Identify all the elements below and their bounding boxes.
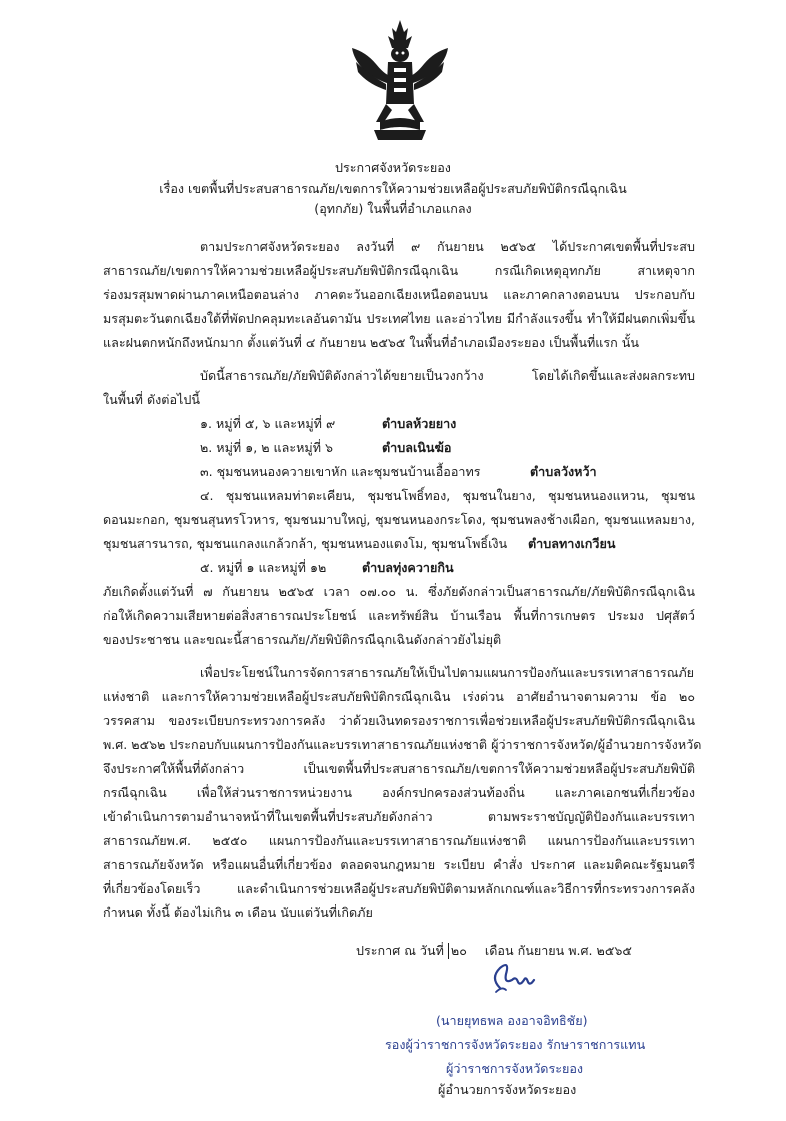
para4-line: กรณีฉุกเฉิน เพื่อให้ส่วนราชการหน่วยงาน องค์กรปกครองส่วนท้องถิ่น และภาคเอกชนที่เกี่ยวข้อง [103,785,695,800]
para1-line: และฝนตกหนักถึงหนักมาก ตั้งแต่วันที่ ๔ กันยายน ๒๕๖๕ ในพื้นที่อำเภอเมืองระยอง เป็นพื้นที่แรก นั้น [103,335,639,350]
para4-line: เข้าดำเนินการตามอำนาจหน้าที่ในเขตพื้นที่ประสบภัยดังกล่าว ตามพระราชบัญญัติป้องกันและบรรเทา [103,809,695,824]
para4-line: วรรคสาม ของระเบียบกระทรวงการคลัง ว่าด้วยเงินทดรองราชการเพื่อช่วยเหลือผู้ประสบภัยพิบัติกรณีฉุกเฉิน [103,713,695,728]
para4-line: จึงประกาศให้พื้นที่ดังกล่าว เป็นเขตพื้นที่ประสบสาธารณภัย/เขตการให้ความช่วยหลือผู้ประสบภัยพิบัติ [103,761,695,776]
para3-line: ภัยเกิดตั้งแต่วันที่ ๗ กันยายน ๒๕๖๕ เวลา ๐๗.๐๐ น. ซึ่งภัยดังกล่าวเป็นสาธารณภัย/ภัยพิบัติกรณีฉุกเฉิน [103,584,695,599]
dateline-suffix: เดือน กันยายน พ.ศ. ๒๕๖๕ [484,943,632,958]
dateline [356,943,632,959]
para4-line: สาธารณภัยจังหวัด หรือแผนอื่นที่เกี่ยวข้อง ตลอดจนกฎหมาย ระเบียบ คำสั่ง ประกาศ และมติคณะรัฐมนตรี [103,857,695,872]
area-item-1-villages: ๑. หมู่ที่ ๕, ๖ และหมู่ที่ ๙ [200,416,336,431]
subject-line-2: (อุทกภัย) ในพื้นที่อำเภอแกลง [314,201,472,216]
dateline-prefix: ประกาศ ณ วันที่ [356,943,444,958]
para2-line: ในพื้นที่ ดังต่อไปนี้ [103,392,200,407]
para3-line: ก่อให้เกิดความเสียหายต่อสิ่งสาธารณประโยชน์ และทรัพย์สิน บ้านเรือน พื้นที่การเกษตร ประมง ปศุสัตว์ [103,608,695,623]
para1-line: สาธารณภัย/เขตการให้ความช่วยเหลือผู้ประสบภัยพิบัติกรณีฉุกเฉิน กรณีเกิดเหตุอุทกภัย สาเหตุจาก [103,263,695,278]
para4-line: กำหนด ทั้งนี้ ต้องไม่เกิน ๓ เดือน นับแต่วันที่เกิดภัย [103,905,373,920]
area-item-5-subdistrict: ตำบลทุ่งควายกิน [362,560,454,575]
para4-line: แห่งชาติ และการให้ความช่วยเหลือผู้ประสบภัยพิบัติกรณีฉุกเฉิน เร่งด่วน อาศัยอำนาจตามความ ข้อ ๒๐ [103,689,695,704]
para1-line: ร่องมรสุมพาดผ่านภาคเหนือตอนล่าง ภาคตะวันออกเฉียงเหนือตอนบน และภาคกลางตอนบน ประกอบกับ [103,287,695,302]
area-item-3-villages: ๓. ชุมชนหนองควายเขาหัก และชุมชนบ้านเอื้ออาทร [200,464,481,479]
area-item-5-villages: ๕. หมู่ที่ ๑ และหมู่ที่ ๑๒ [200,560,327,575]
area-item-1-subdistrict: ตำบลห้วยยาง [382,416,457,431]
area-item-2-subdistrict: ตำบลเนินฆ้อ [382,440,452,455]
signatory-name: (นายยุทธพล องอาจอิทธิชัย) [436,1013,588,1028]
area-item-4-line-3: ชุมชนสารนารถ, ชุมชนแกลงแกล้วกล้า, ชุมชนหนองแตงโม, ชุมชนโพธิ์เงิน [103,536,508,551]
area-item-4-subdistrict: ตำบลทางเกวียน [528,536,616,551]
para4-line: ที่เกี่ยวข้องโดยเร็ว และดำเนินการช่วยเหลือผู้ประสบภัยพิบัติตามหลักเกณฑ์และวิธีการที่กระทรวงการคลัง [103,881,695,896]
para2-line: บัดนี้สาธารณภัย/ภัยพิบัติดังกล่าวได้ขยายเป็นวงกว้าง โดยได้เกิดขึ้นและส่งผลกระทบ [200,368,695,383]
area-item-3-subdistrict: ตำบลวังหว้า [530,464,597,479]
para1-line: มรสุมตะวันตกเฉียงใต้ที่พัดปกคลุมทะเลอันดามัน ประเทศไทย และอ่าวไทย มีกำลังแรงขึ้น ทำให้มีฝนตกเพิ่มขึ้น [103,311,695,326]
signatory-position-2: ผู้ว่าราชการจังหวัดระยอง [446,1061,584,1076]
signatory-position-1: รองผู้ว่าราชการจังหวัดระยอง รักษาราชการแทน [385,1037,646,1052]
subject-line-1: เรื่อง เขตพื้นที่ประสบสาธารณภัย/เขตการให้ความช่วยเหลือผู้ประสบภัยพิบัติกรณีฉุกเฉิน [159,181,627,196]
para3-line: ของประชาชน และขณะนี้สาธารณภัย/ภัยพิบัติกรณีฉุกเฉินดังกล่าวยังไม่ยุติ [103,632,502,647]
para1-line: ตามประกาศจังหวัดระยอง ลงวันที่ ๙ กันยายน ๒๕๖๕ ได้ประกาศเขตพื้นที่ประสบ [200,239,695,254]
area-item-2-villages: ๒. หมู่ที่ ๑, ๒ และหมู่ที่ ๖ [200,440,334,455]
handwritten-signature [486,958,546,998]
area-item-4-line-2: ดอนมะกอก, ชุมชนสุนทรโวหาร, ชุมชนมาบใหญ่, ชุมชนหนองกระโดง, ชุมชนพลงช้างเผือก, ชุมชนแหลมยาง, [103,512,695,527]
issuer-title: ประกาศจังหวัดระยอง [335,160,451,175]
para4-line: เพื่อประโยชน์ในการจัดการสาธารณภัยให้เป็นไปตามแผนการป้องกันและบรรเทาสาธารณภัย [200,665,695,680]
area-item-4-line-1: ๔. ชุมชนแหลมท่าตะเคียน, ชุมชนโพธิ์ทอง, ชุมชนในยาง, ชุมชนหนองแหวน, ชุมชน [200,488,695,503]
signatory-position-3: ผู้อำนวยการจังหวัดระยอง [438,1082,577,1097]
garuda-emblem [346,18,454,146]
dateline-day: ๒๐ [448,943,467,959]
para4-line: พ.ศ. ๒๕๖๒ ประกอบกับแผนการป้องกันและบรรเทาสาธารณภัยแห่งชาติ ผู้ว่าราชการจังหวัด/ผู้อำนวยการจังหวัด [103,737,702,752]
para4-line: สาธารณภัยพ.ศ. ๒๕๕๐ แผนการป้องกันและบรรเทาสาธารณภัยแห่งชาติ แผนการป้องกันและบรรเทา [103,833,695,848]
